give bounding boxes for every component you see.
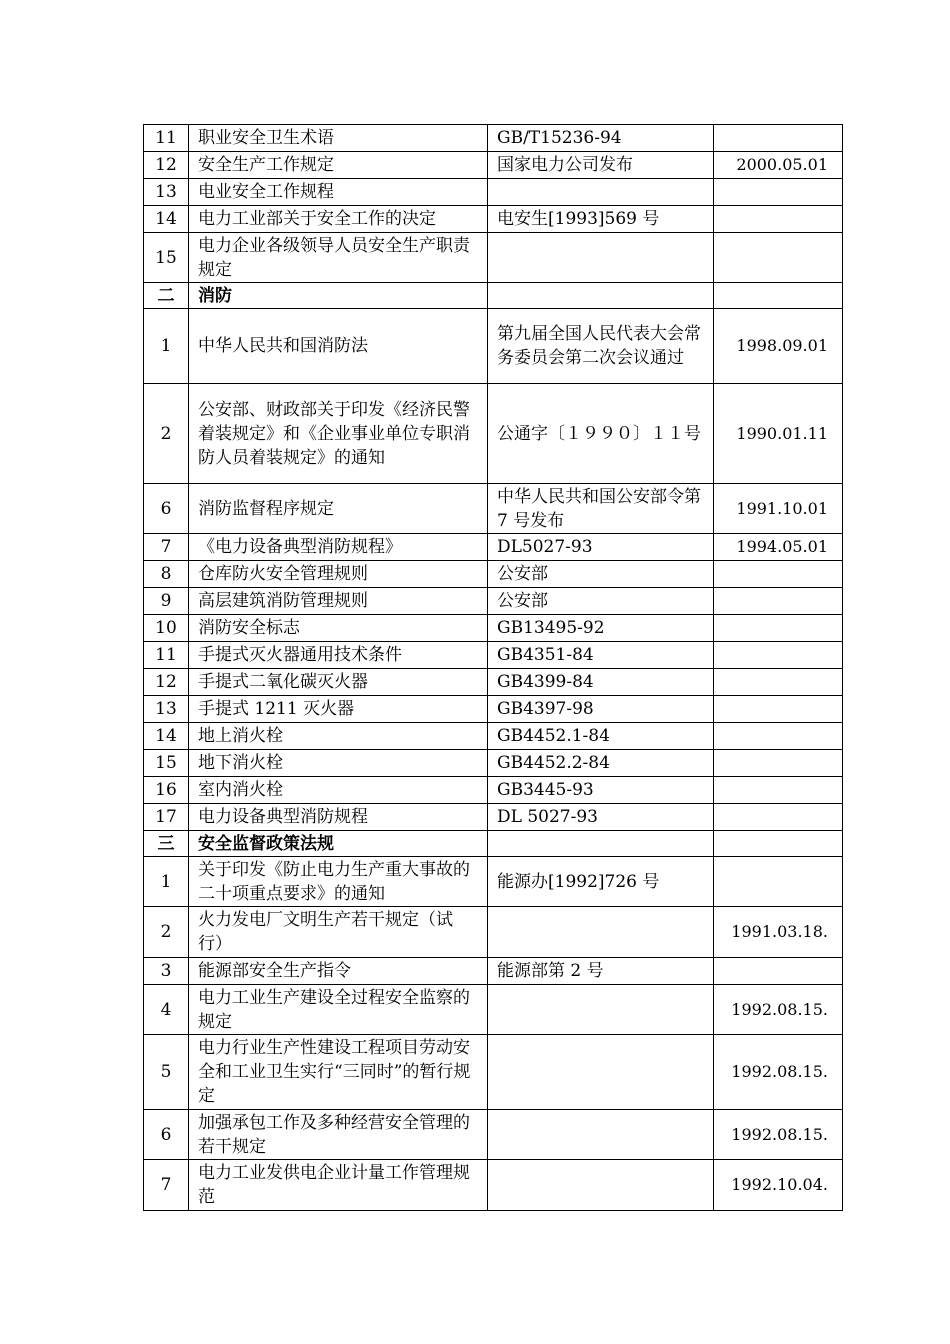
table-row [144,750,843,777]
effective-date-cell [714,283,843,309]
row-number: 11 [144,125,189,152]
table-row [144,642,843,669]
table-row [144,125,843,152]
effective-date: 1992.08.15. [714,1110,843,1160]
regulation-title: 电力工业发供电企业计量工作管理规范 [189,1160,488,1211]
effective-date: 1992.08.15. [714,1035,843,1110]
row-number: 12 [144,669,189,696]
regulation-title: 室内消火栓 [189,777,488,804]
regulation-title: 电力企业各级领导人员安全生产职责规定 [189,233,488,283]
table-row [144,152,843,179]
effective-date: 1992.08.15. [714,985,843,1035]
table-row [144,907,843,958]
row-number: 8 [144,561,189,588]
section-title: 安全监督政策法规 [189,831,488,857]
row-number: 14 [144,723,189,750]
effective-date: 2000.05.01 [714,152,843,179]
effective-date [714,669,843,696]
row-number: 1 [144,857,189,907]
document-code: GB4452.1-84 [488,723,714,750]
effective-date [714,958,843,985]
section-number: 二 [144,283,189,309]
regulation-title: 电力工业生产建设全过程安全监察的规定 [189,985,488,1035]
regulation-title: 关于印发《防止电力生产重大事故的二十项重点要求》的通知 [189,857,488,907]
row-number: 7 [144,1160,189,1211]
effective-date [714,179,843,206]
regulation-title: 电力设备典型消防规程 [189,804,488,831]
row-number: 9 [144,588,189,615]
effective-date [714,804,843,831]
regulation-title: 高层建筑消防管理规则 [189,588,488,615]
document-code: DL 5027-93 [488,804,714,831]
effective-date: 1991.03.18. [714,907,843,958]
effective-date: 1992.10.04. [714,1160,843,1211]
document-code [488,1035,714,1110]
effective-date [714,233,843,283]
document-code: 公安部 [488,588,714,615]
regulation-title: 电力行业生产性建设工程项目劳动安全和工业卫生实行“三同时”的暂行规定 [189,1035,488,1110]
regulation-title: 能源部安全生产指令 [189,958,488,985]
effective-date: 1990.01.11 [714,384,843,484]
regulation-title: 公安部、财政部关于印发《经济民警着装规定》和《企业事业单位专职消防人员着装规定》的通知 [189,384,488,484]
table-row [144,777,843,804]
table-row [144,484,843,534]
row-number: 17 [144,804,189,831]
table-row [144,1160,843,1211]
regulation-title: 中华人民共和国消防法 [189,309,488,384]
document-code [488,1160,714,1211]
effective-date [714,125,843,152]
table-row [144,233,843,283]
table-row [144,1035,843,1110]
document-code: GB13495-92 [488,615,714,642]
effective-date [714,777,843,804]
table-row [144,179,843,206]
document-code: GB4397-98 [488,696,714,723]
table-row [144,384,843,484]
table-row [144,669,843,696]
row-number: 6 [144,484,189,534]
effective-date [714,723,843,750]
regulations-table [143,124,843,1211]
table-row [144,696,843,723]
document-code: 公安部 [488,561,714,588]
effective-date [714,642,843,669]
section-title: 消防 [189,283,488,309]
document-code [488,179,714,206]
document-code: GB3445-93 [488,777,714,804]
regulation-title: 仓库防火安全管理规则 [189,561,488,588]
effective-date [714,696,843,723]
row-number: 3 [144,958,189,985]
document-code [488,1110,714,1160]
row-number: 6 [144,1110,189,1160]
row-number: 13 [144,696,189,723]
row-number: 12 [144,152,189,179]
document-code: GB/T15236-94 [488,125,714,152]
table-row [144,958,843,985]
regulations-table-body [144,125,843,1211]
section-header-row [144,283,843,309]
document-code: GB4399-84 [488,669,714,696]
row-number: 2 [144,384,189,484]
regulation-title: 消防安全标志 [189,615,488,642]
effective-date: 1994.05.01 [714,534,843,561]
row-number: 11 [144,642,189,669]
section-number: 三 [144,831,189,857]
regulation-title: 火力发电厂文明生产若干规定（试行） [189,907,488,958]
effective-date [714,206,843,233]
row-number: 4 [144,985,189,1035]
table-row [144,309,843,384]
row-number: 13 [144,179,189,206]
table-row [144,206,843,233]
effective-date [714,615,843,642]
table-row [144,857,843,907]
table-row [144,561,843,588]
document-code: 国家电力公司发布 [488,152,714,179]
document-code [488,907,714,958]
row-number: 15 [144,750,189,777]
regulation-title: 地下消火栓 [189,750,488,777]
regulation-title: 地上消火栓 [189,723,488,750]
document-code: DL5027-93 [488,534,714,561]
table-row [144,723,843,750]
regulation-title: 手提式灭火器通用技术条件 [189,642,488,669]
row-number: 5 [144,1035,189,1110]
document-code: 第九届全国人民代表大会常务委员会第二次会议通过 [488,309,714,384]
regulation-title: 手提式二氧化碳灭火器 [189,669,488,696]
row-number: 10 [144,615,189,642]
row-number: 16 [144,777,189,804]
regulation-title: 消防监督程序规定 [189,484,488,534]
document-code: 能源部第 2 号 [488,958,714,985]
regulation-title: 安全生产工作规定 [189,152,488,179]
effective-date [714,588,843,615]
row-number: 15 [144,233,189,283]
row-number: 1 [144,309,189,384]
table-row [144,588,843,615]
table-row [144,804,843,831]
effective-date [714,561,843,588]
table-row [144,534,843,561]
section-header-row [144,831,843,857]
document-code-cell [488,831,714,857]
regulation-title: 《电力设备典型消防规程》 [189,534,488,561]
regulation-title: 电业安全工作规程 [189,179,488,206]
regulation-title: 电力工业部关于安全工作的决定 [189,206,488,233]
regulation-title: 加强承包工作及多种经营安全管理的若干规定 [189,1110,488,1160]
effective-date [714,750,843,777]
effective-date: 1998.09.01 [714,309,843,384]
effective-date-cell [714,831,843,857]
effective-date: 1991.10.01 [714,484,843,534]
document-code: 能源办[1992]726 号 [488,857,714,907]
document-code-cell [488,283,714,309]
document-code: 公通字〔１９９０〕１１号 [488,384,714,484]
document-code: GB4452.2-84 [488,750,714,777]
effective-date [714,857,843,907]
document-code: 中华人民共和国公安部令第 7 号发布 [488,484,714,534]
document-code: 电安生[1993]569 号 [488,206,714,233]
document-code [488,233,714,283]
table-row [144,615,843,642]
row-number: 2 [144,907,189,958]
table-row [144,985,843,1035]
document-code: GB4351-84 [488,642,714,669]
regulation-title: 手提式 1211 灭火器 [189,696,488,723]
document-code [488,985,714,1035]
table-row [144,1110,843,1160]
row-number: 14 [144,206,189,233]
row-number: 7 [144,534,189,561]
regulation-title: 职业安全卫生术语 [189,125,488,152]
